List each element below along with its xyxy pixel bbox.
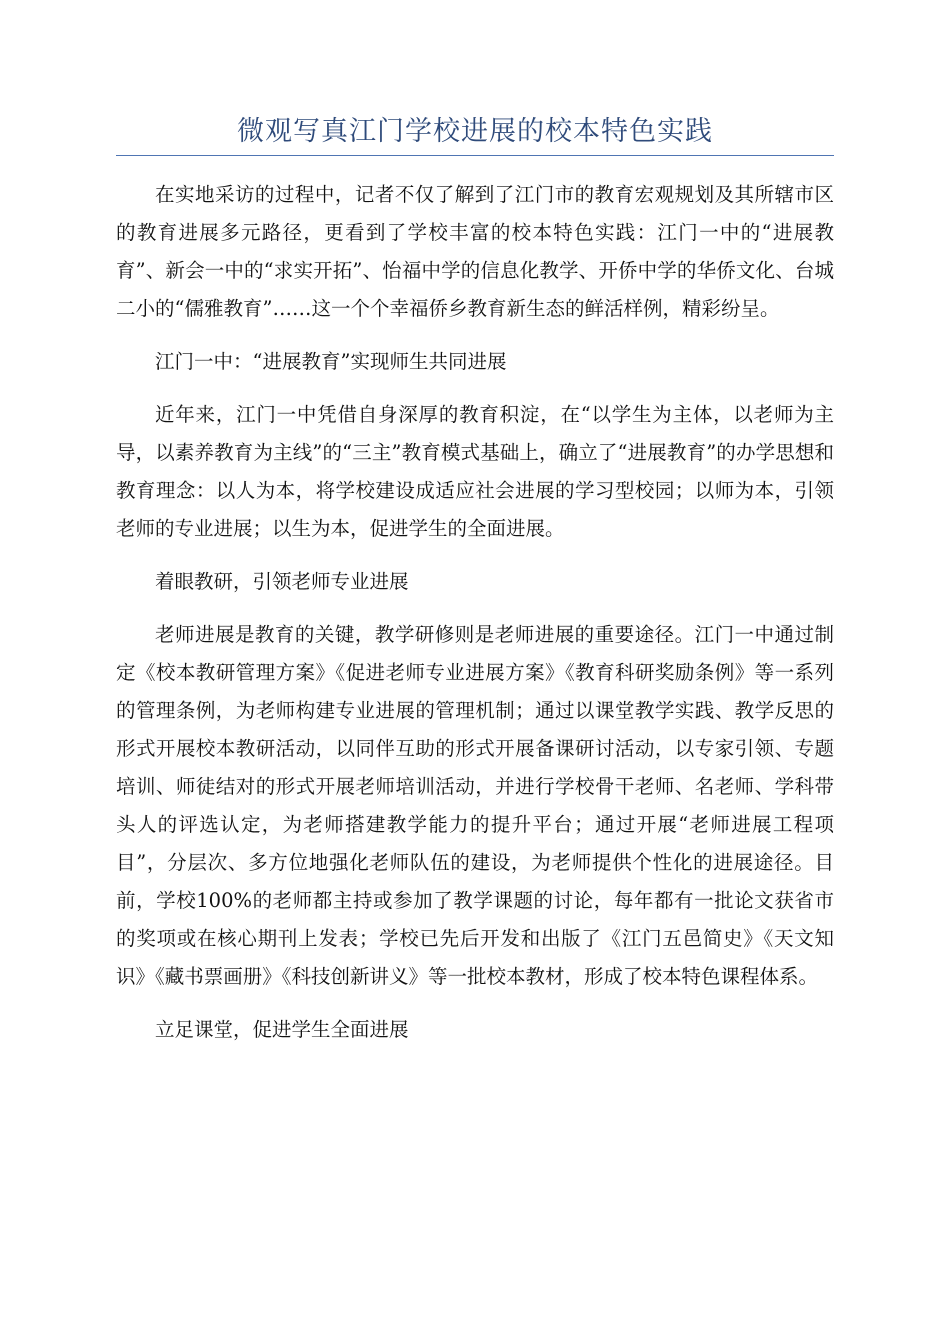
intro-paragraph: 在实地采访的过程中，记者不仅了解到了江门市的教育宏观规划及其所辖市区的教育进展多元路径，更看到了学校丰富的校本特色实践：江门一中的“进展教育”、新会一中的“求实开拓”、怡福中学的信息化教学、开侨中学的华侨文化、台城二小的“儒雅教育”……这一个个幸福侨乡教育新生态的鲜活样例，精彩纷呈。: [116, 183, 834, 320]
document-title: 微观写真江门学校进展的校本特色实践: [237, 116, 713, 147]
subheading-student-development: 立足课堂，促进学生全面进展: [155, 1018, 409, 1041]
subheading-teacher-development: 着眼教研，引领老师专业进展: [155, 570, 409, 593]
teacher-development-paragraph: 老师进展是教育的关键，教学研修则是老师进展的重要途径。江门一中通过制定《校本教研管理方案》《促进老师专业进展方案》《教育科研奖励条例》等一系列的管理条例，为老师构建专业进展的管理机制；通过以课堂教学实践、教学反思的形式开展校本教研活动，以同伴互助的形式开展备课研讨活动，以专家引领、专题培训、师徒结对的形式开展老师培训活动，并进行学校骨干老师、名老师、学科带头人的评选认定，为老师搭建教学能力的提升平台；通过开展“老师进展工程项目”，分层次、多方位地强化老师队伍的建设，为老师提供个性化的进展途径。目前，学校100%的老师都主持或参加了教学课题的讨论，每年都有一批论文获省市的奖项或在核心期刊上发表；学校已先后开发和出版了《江门五邑简史》《天文知识》《藏书票画册》《科技创新讲义》等一批校本教材，形成了校本特色课程体系。: [116, 623, 834, 988]
title-underline: [116, 155, 834, 156]
section-heading-jiangmen-no1: 江门一中：“进展教育”实现师生共同进展: [155, 350, 507, 373]
school-philosophy-paragraph: 近年来，江门一中凭借自身深厚的教育积淀，在“以学生为主体，以老师为主导，以素养教育为主线”的“三主”教育模式基础上，确立了“进展教育”的办学思想和教育理念：以人为本，将学校建设成适应社会进展的学习型校园；以师为本，引领老师的专业进展；以生为本，促进学生的全面进展。: [116, 403, 834, 540]
document-body: [116, 176, 834, 1064]
